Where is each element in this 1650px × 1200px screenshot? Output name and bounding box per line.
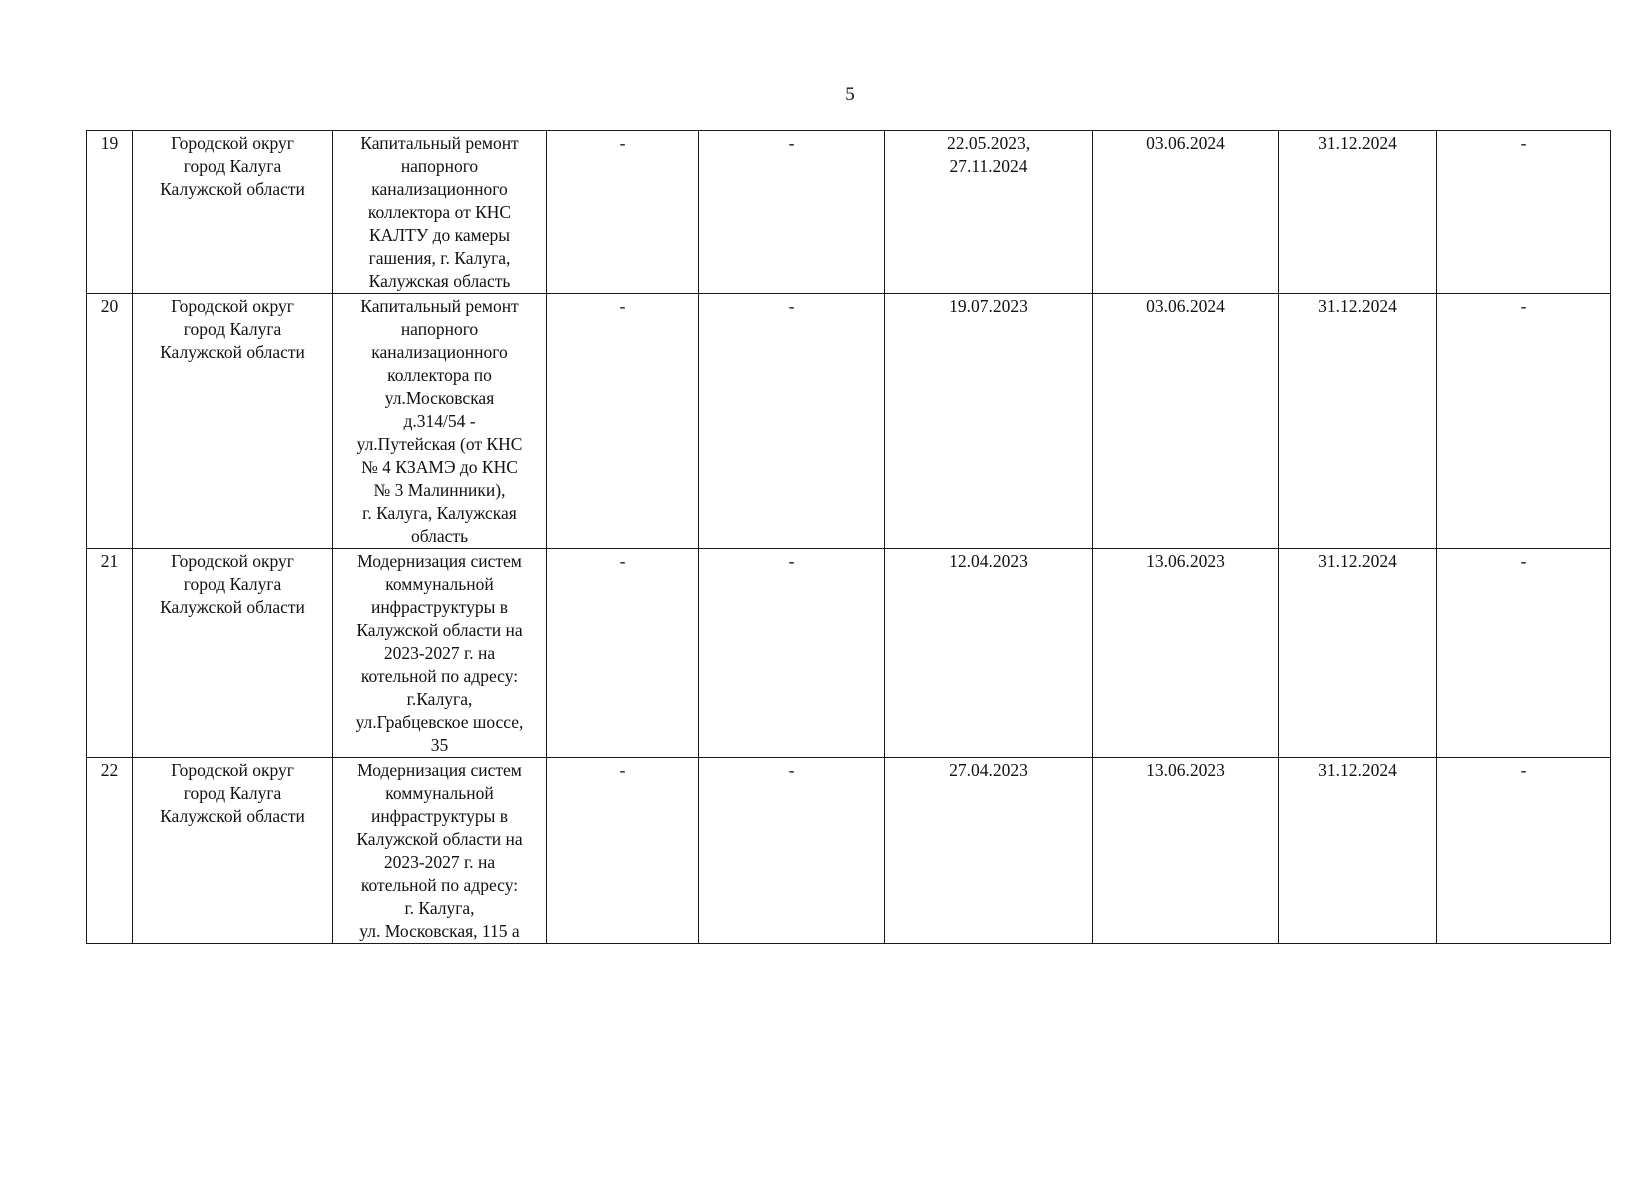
table-row <box>87 758 1611 944</box>
date-cell: 12.04.2023 <box>885 549 1093 758</box>
object-cell: Модернизация систем коммунальной инфраструктуры в Калужской области на 2023-2027 г. на котельной по адресу: г. Калуга, ул. Московская, 115 а <box>333 758 547 944</box>
date-cell: 31.12.2024 <box>1279 758 1437 944</box>
municipality-cell: Городской округ город Калуга Калужской области <box>133 131 333 294</box>
row-number: 22 <box>87 758 133 944</box>
date-cell: 03.06.2024 <box>1093 131 1279 294</box>
row-number: 20 <box>87 294 133 549</box>
empty-value-cell: - <box>699 758 885 944</box>
object-cell: Капитальный ремонт напорного канализационного коллектора от КНС КАЛТУ до камеры гашения, г. Калуга, Калужская область <box>333 131 547 294</box>
page-number: 5 <box>845 84 855 105</box>
object-cell: Капитальный ремонт напорного канализационного коллектора по ул.Московская д.314/54 - ул.Путейская (от КНС № 4 КЗАМЭ до КНС № 3 Малинники), г. Калуга, Калужская область <box>333 294 547 549</box>
table-row <box>87 549 1611 758</box>
empty-value-cell: - <box>1437 549 1611 758</box>
data-table <box>86 130 1611 944</box>
date-cell: 31.12.2024 <box>1279 294 1437 549</box>
date-cell: 03.06.2024 <box>1093 294 1279 549</box>
empty-value-cell: - <box>547 131 699 294</box>
row-number: 19 <box>87 131 133 294</box>
date-cell: 13.06.2023 <box>1093 549 1279 758</box>
municipality-cell: Городской округ город Калуга Калужской области <box>133 549 333 758</box>
date-cell: 19.07.2023 <box>885 294 1093 549</box>
row-number: 21 <box>87 549 133 758</box>
date-cell: 22.05.2023, 27.11.2024 <box>885 131 1093 294</box>
empty-value-cell: - <box>1437 294 1611 549</box>
empty-value-cell: - <box>699 131 885 294</box>
date-cell: 31.12.2024 <box>1279 549 1437 758</box>
table-row <box>87 294 1611 549</box>
object-cell: Модернизация систем коммунальной инфраструктуры в Калужской области на 2023-2027 г. на котельной по адресу: г.Калуга, ул.Грабцевское шоссе, 35 <box>333 549 547 758</box>
empty-value-cell: - <box>547 549 699 758</box>
table-row <box>87 131 1611 294</box>
empty-value-cell: - <box>1437 758 1611 944</box>
date-cell: 27.04.2023 <box>885 758 1093 944</box>
empty-value-cell: - <box>699 549 885 758</box>
empty-value-cell: - <box>547 758 699 944</box>
date-cell: 31.12.2024 <box>1279 131 1437 294</box>
empty-value-cell: - <box>699 294 885 549</box>
empty-value-cell: - <box>547 294 699 549</box>
municipality-cell: Городской округ город Калуга Калужской области <box>133 294 333 549</box>
date-cell: 13.06.2023 <box>1093 758 1279 944</box>
empty-value-cell: - <box>1437 131 1611 294</box>
municipality-cell: Городской округ город Калуга Калужской области <box>133 758 333 944</box>
